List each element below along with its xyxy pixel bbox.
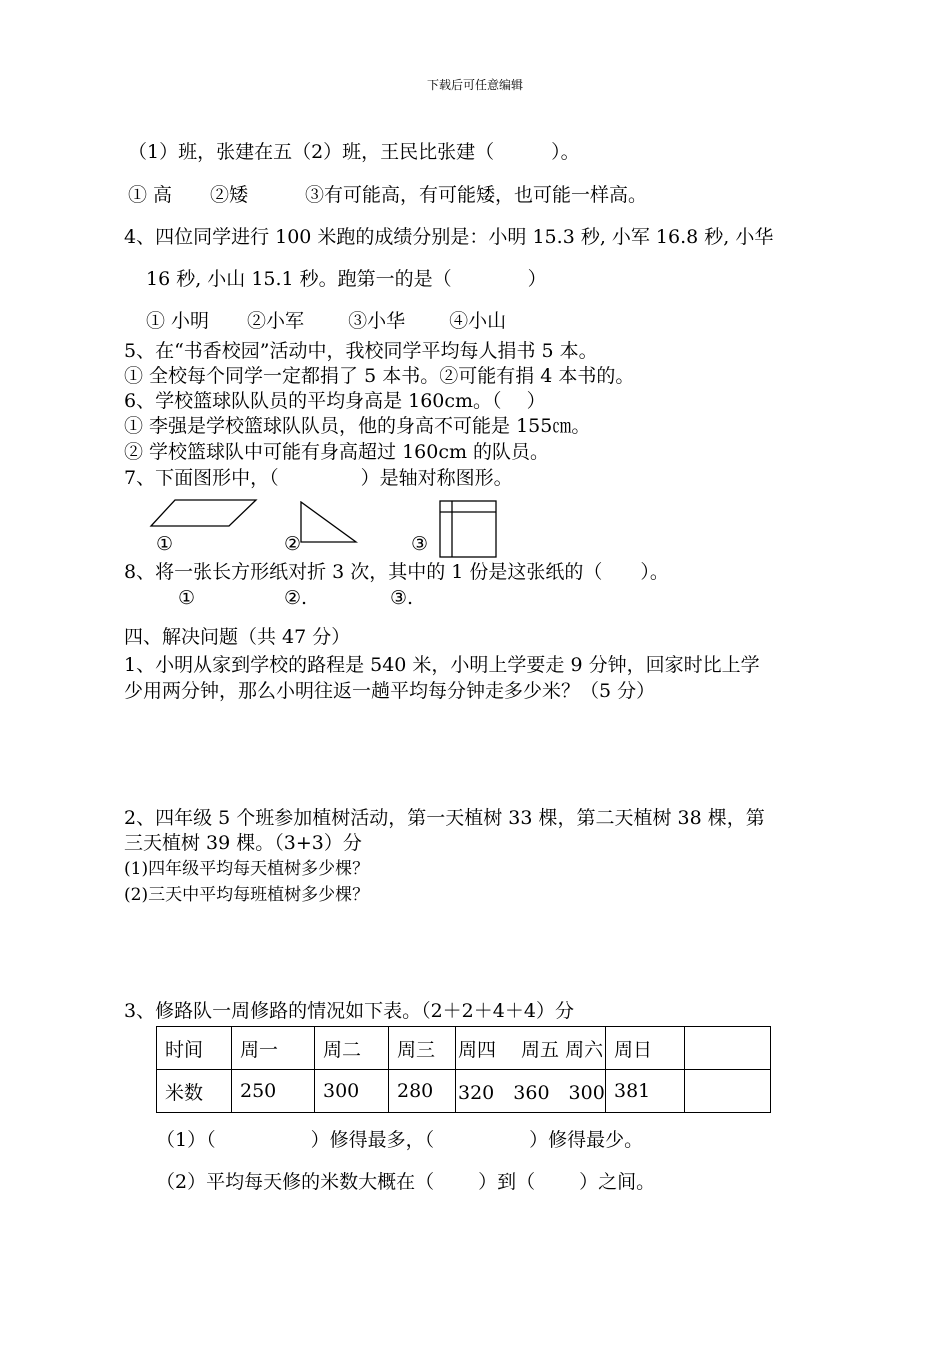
q7-line: 7、下面图形中，（ ）是轴对称图形。 — [124, 467, 513, 489]
table-cell: 250 — [232, 1070, 315, 1113]
table-row — [157, 1070, 771, 1113]
table-cell — [685, 1070, 771, 1113]
table-cell: 周日 — [606, 1027, 685, 1070]
table-cell: 381 — [606, 1070, 685, 1113]
table-cell: 320 360 300 — [456, 1070, 606, 1113]
q5-options: ① 全校每个同学一定都捐了 5 本书。②可能有捐 4 本书的。 — [124, 365, 635, 387]
problem-2-sub1: (1)四年级平均每天植树多少棵？ — [124, 859, 370, 879]
right-triangle-shape — [296, 501, 360, 545]
road-repair-table — [156, 1026, 771, 1113]
table-cell: 周二 — [315, 1027, 389, 1070]
problem-2-line1: 2、四年级 5 个班参加植树活动，第一天植树 33 棵，第二天植树 38 棵，第 — [124, 807, 765, 829]
table-cell — [685, 1027, 771, 1070]
q4-line1: 4、四位同学进行 100 米跑的成绩分别是：小明 15.3 秒, 小军 16.8 秒, 小华 — [124, 226, 774, 248]
problem-3-q2: （2）平均每天修的米数大概在（ ）到（ ）之间。 — [156, 1171, 656, 1193]
q4-line2: 16 秒, 小山 15.1 秒。跑第一的是（ ） — [146, 268, 547, 290]
section-4-title: 四、解决问题（共 47 分） — [124, 626, 351, 648]
table-cell: 周四 周五 周六 — [456, 1027, 606, 1070]
table-row — [157, 1027, 771, 1070]
page-header: 下载后可任意编辑 — [426, 78, 523, 92]
q8-option-3: ③. — [390, 587, 414, 609]
table-cell: 周三 — [389, 1027, 456, 1070]
problem-3-q1: （1）（ ）修得最多，（ ）修得最少。 — [156, 1129, 644, 1151]
q3-line: （1）班，张建在五（2）班，王民比张建（ ）。 — [128, 141, 580, 163]
problem-1-line2: 少用两分钟，那么小明往返一趟平均每分钟走多少米？（5 分） — [124, 680, 656, 702]
table-cell: 周一 — [232, 1027, 315, 1070]
q6-option-1: ① 李强是学校篮球队队员，他的身高不可能是 155㎝。 — [124, 415, 591, 437]
q3-options: ① 高 ②矮 ③有可能高，有可能矮，也可能一样高。 — [128, 184, 648, 206]
q7-option-3: ③ — [411, 533, 429, 555]
q8-line: 8、将一张长方形纸对折 3 次，其中的 1 份是这张纸的（ ）。 — [124, 561, 669, 583]
table-cell: 280 — [389, 1070, 456, 1113]
q8-option-1: ① — [178, 587, 196, 609]
table-cell: 时间 — [157, 1027, 232, 1070]
problem-2-sub2: (2)三天中平均每班植树多少棵？ — [124, 885, 370, 905]
q6-line: 6、学校篮球队队员的平均身高是 160cm。（ ） — [124, 390, 546, 412]
q7-option-2: ② — [284, 533, 302, 555]
table-cell: 300 — [315, 1070, 389, 1113]
q4-options: ① 小明 ②小军 ③小华 ④小山 — [146, 310, 507, 332]
q8-option-2: ②. — [284, 587, 308, 609]
q5-line: 5、在“书香校园”活动中，我校同学平均每人捐书 5 本。 — [124, 340, 598, 362]
q6-option-2: ② 学校篮球队中可能有身高超过 160cm 的队员。 — [124, 441, 550, 463]
problem-2-line2: 三天植树 39 棵。（3+3）分 — [124, 832, 362, 854]
problem-3-line: 3、修路队一周修路的情况如下表。（2＋2＋4＋4）分 — [124, 1000, 574, 1022]
q7-option-1: ① — [156, 533, 174, 555]
table-cell: 米数 — [157, 1070, 232, 1113]
rectangle-shape — [438, 500, 500, 560]
problem-1-line1: 1、小明从家到学校的路程是 540 米，小明上学要走 9 分钟，回家时比上学 — [124, 654, 760, 676]
parallelogram-shape — [148, 499, 260, 529]
